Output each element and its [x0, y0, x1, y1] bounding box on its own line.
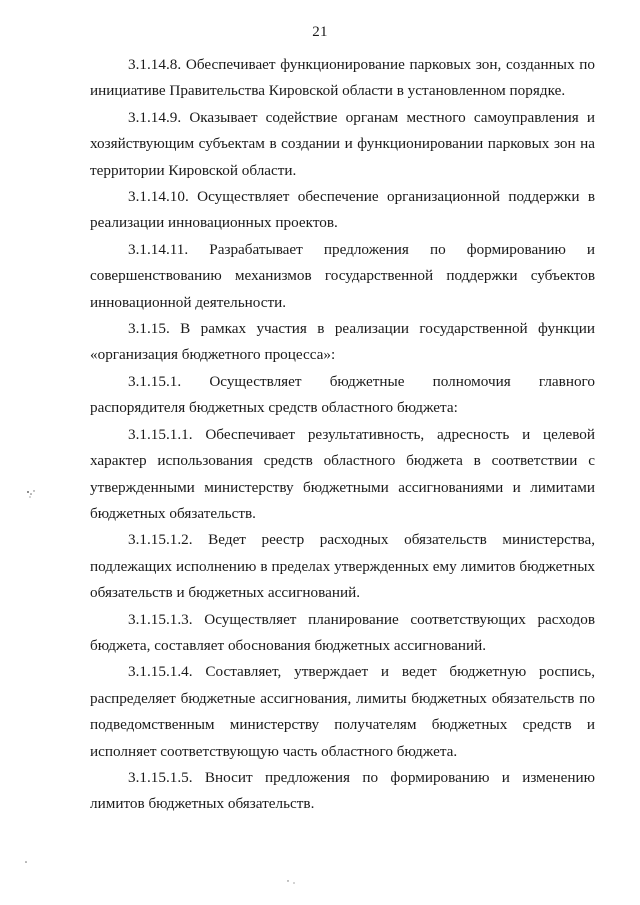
paragraph-number: 3.1.15.1.: [128, 372, 182, 390]
paragraph-text: Осуществляет бюджетные полномочия главного распорядителя бюджетных средств областного бюджета:: [90, 372, 595, 417]
paragraph-text: Осуществляет планирование соответствующих расходов бюджета, составляет обоснования бюджетных ассигнований.: [90, 610, 596, 654]
paragraph-3-1-14-10: [90, 184, 595, 237]
paragraph-3-1-15-1-4: [90, 659, 595, 765]
page-number: 21: [312, 24, 328, 40]
paragraph-number: 3.1.15.1.5.: [128, 768, 193, 786]
paragraph-3-1-15-1-1: [90, 422, 595, 528]
paragraph-text: Обеспечивает функционирование парковых зон, созданных по инициативе Правительства Кировской области в установленном порядке.: [90, 56, 595, 100]
paragraph-text: Обеспечивает результативность, адресность и целевой характер использования средств областного бюджета в соответствии с утвержденными министерству бюджетными ассигнованиями и лимитами бюджетных обязательств.: [90, 425, 595, 522]
paragraph-number: 3.1.15.: [128, 320, 170, 338]
paragraph-3-1-15-1: [90, 369, 595, 422]
paragraph-number: 3.1.14.10.: [128, 188, 189, 206]
paragraph-number: 3.1.15.1.3.: [128, 610, 193, 628]
paragraph-text: В рамках участия в реализации государственной функции «организация бюджетного процесса»:: [90, 320, 595, 364]
paragraph-3-1-14-9: [90, 105, 595, 184]
paragraph-text: Осуществляет обеспечение организационной поддержки в реализации инновационных проектов.: [90, 188, 596, 232]
paragraph-text: Разрабатывает предложения по формированию и совершенствованию механизмов государственной поддержки субъектов инновационной деятельности.: [90, 240, 595, 311]
paragraph-number: 3.1.14.9.: [128, 108, 182, 126]
paragraph-text: Вносит предложения по формированию и изменению лимитов бюджетных обязательств.: [90, 768, 595, 813]
paragraph-number: 3.1.15.1.1.: [128, 425, 193, 443]
paragraph-number: 3.1.15.1.2.: [128, 531, 193, 549]
paragraph-text: Ведет реестр расходных обязательств министерства, подлежащих исполнению в пределах утвержденных ему лимитов бюджетных обязательств и бюджетных ассигнований.: [90, 531, 596, 602]
document-body: [90, 52, 595, 818]
paragraph-number: 3.1.14.8.: [128, 56, 182, 73]
paragraph-3-1-14-11: [90, 237, 595, 316]
paragraph-number: 3.1.15.1.4.: [128, 663, 193, 681]
paragraph-3-1-15-1-2: [90, 527, 595, 606]
paragraph-3-1-15-1-5: [90, 765, 595, 818]
paragraph-3-1-15: [90, 316, 595, 369]
paragraph-text: Оказывает содействие органам местного самоуправления и хозяйствующим субъектам в создании и функционировании парковых зон на территории Кировской области.: [90, 108, 596, 179]
paragraph-text: Составляет, утверждает и ведет бюджетную роспись, распределяет бюджетные ассигнования, лимиты бюджетных обязательств по подведомственным министерству получателям бюджетных средств и исполняет соответствующую часть областного бюджета.: [90, 663, 595, 760]
paragraph-3-1-15-1-3: [90, 607, 595, 660]
paragraph-3-1-14-8: [90, 52, 595, 105]
paragraph-number: 3.1.14.11.: [128, 240, 189, 258]
